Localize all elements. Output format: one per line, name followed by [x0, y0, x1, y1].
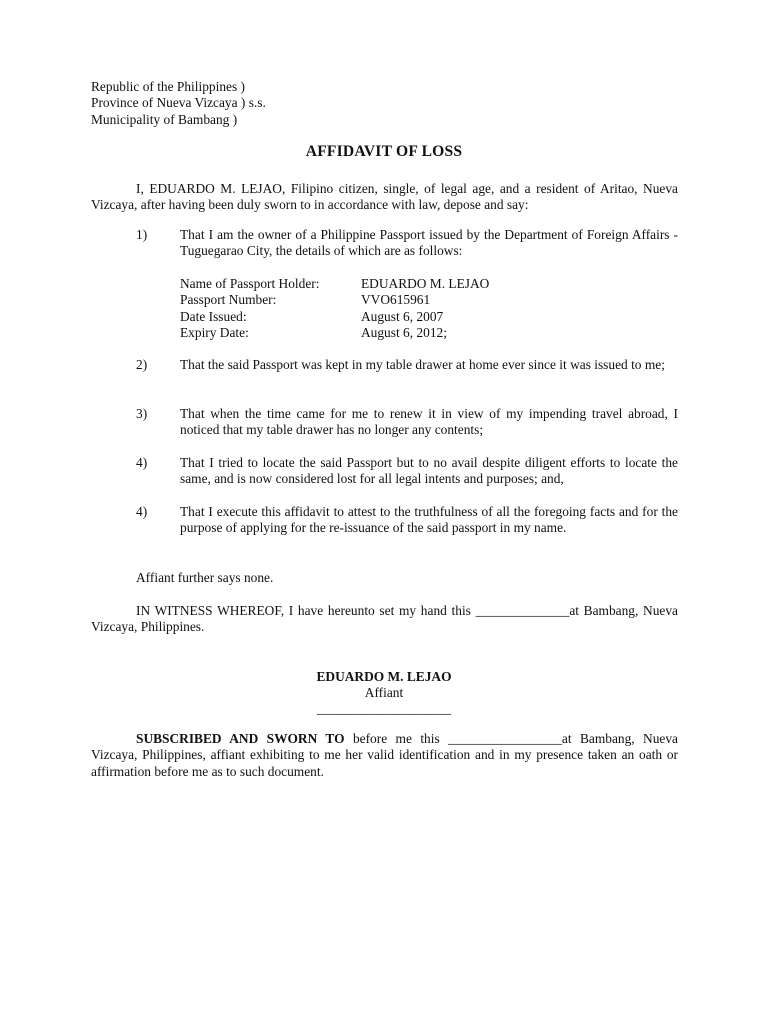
item-text: That the said Passport was kept in my table drawer at home ever since it was issued to me; — [180, 357, 665, 372]
venue-province: Province of Nueva Vizcaya ) s.s. — [91, 95, 266, 111]
item-text: That I tried to locate the said Passport but to no avail despite diligent efforts to locate the same, and is now considered lost for all legal intents and purposes; and, — [180, 455, 678, 487]
affiant-name: EDUARDO M. LEJAO — [316, 669, 452, 684]
item-number: 2) — [136, 357, 148, 372]
venue-republic: Republic of the Philippines ) — [91, 79, 245, 94]
venue-municipality: Municipality of Bambang ) — [91, 111, 238, 127]
affiant-role: Affiant — [364, 685, 404, 700]
jurat-heading: SUBSCRIBED AND SWORN TO — [136, 731, 345, 746]
detail-label: Name of Passport Holder: — [180, 276, 320, 291]
detail-value: August 6, 2007 — [361, 308, 444, 324]
detail-label: Passport Number: — [180, 292, 277, 308]
detail-label: Expiry Date: — [180, 324, 249, 340]
detail-row-issued — [180, 309, 580, 325]
document-title: AFFIDAVIT OF LOSS — [305, 143, 463, 160]
venue-block — [91, 79, 491, 128]
passport-details — [180, 276, 580, 341]
item-number: 4) — [136, 455, 148, 470]
detail-row-holder — [180, 276, 580, 292]
further-says-none: Affiant further says none. — [136, 570, 274, 585]
detail-label: Date Issued: — [180, 308, 247, 324]
item-number: 4) — [136, 504, 148, 519]
witness-paragraph: IN WITNESS WHEREOF, I have hereunto set my hand this ______________at Bambang, Nueva Vizcaya, Philippines. — [91, 603, 678, 635]
item-text: That I am the owner of a Philippine Passport issued by the Department of Foreign Affairs - Tuguegarao City, the details of which are as follows: — [180, 227, 678, 259]
signature-line: ____________________ — [317, 701, 451, 716]
detail-row-number — [180, 292, 580, 308]
item-text: That when the time came for me to renew it in view of my impending travel abroad, I noticed that my table drawer has no longer any contents; — [180, 406, 678, 438]
jurat-paragraph — [91, 731, 678, 780]
detail-value: EDUARDO M. LEJAO — [361, 276, 490, 291]
item-number: 1) — [136, 227, 148, 242]
jurat-text: before me this _________________at Bambang, Nueva Vizcaya, Philippines, affiant exhibiting to me her valid identification and in my presence taken an oath or affirmation before me as to such document. — [91, 731, 678, 779]
detail-value: August 6, 2012; — [361, 324, 447, 340]
intro-paragraph: I, EDUARDO M. LEJAO, Filipino citizen, single, of legal age, and a resident of Aritao, Nueva Vizcaya, after having been duly sworn to in accordance with law, depose and say: — [91, 181, 678, 213]
detail-row-expiry — [180, 325, 580, 341]
item-text: That I execute this affidavit to attest to the truthfulness of all the foregoing facts and for the purpose of applying for the re-issuance of the said passport in my name. — [180, 504, 678, 536]
item-number: 3) — [136, 406, 148, 421]
detail-value: VVO615961 — [361, 292, 431, 308]
